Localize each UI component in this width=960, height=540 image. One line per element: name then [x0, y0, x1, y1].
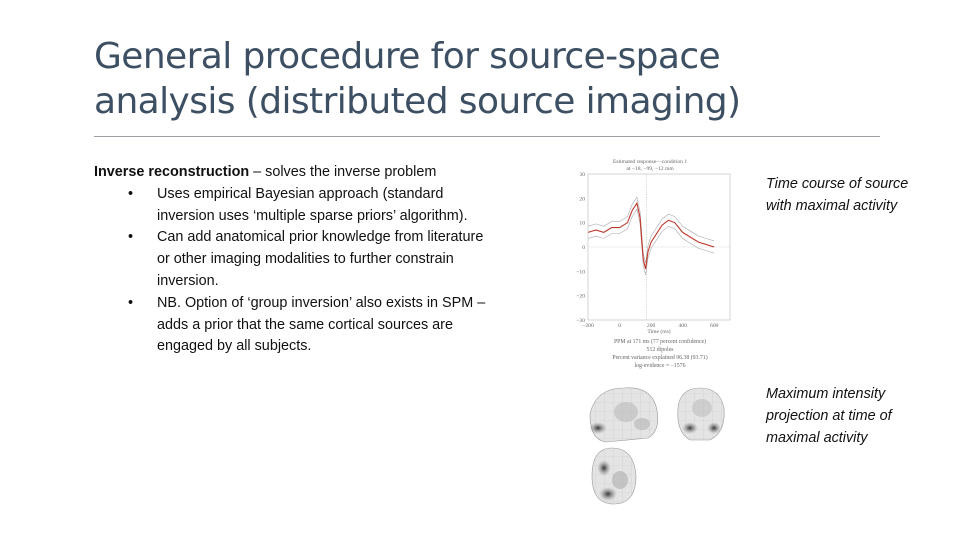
x-tick-label: −200	[582, 323, 594, 329]
mip-glass-brains	[586, 384, 736, 506]
x-tick-label: 400	[678, 323, 687, 329]
x-tick-label: 600	[710, 323, 719, 329]
lead-paragraph	[94, 162, 494, 184]
y-tick-label: 10	[579, 220, 585, 227]
x-tick-label: 0	[618, 323, 621, 329]
figure-note: Percent variance explained 96.38 (93.71)	[612, 355, 708, 361]
y-tick-label: −30	[576, 318, 585, 324]
plot-title: Estimated response—condition 1	[612, 159, 688, 165]
y-tick-label: 30	[579, 172, 585, 178]
y-tick-label: 0	[582, 245, 585, 251]
title-line-1: General procedure for source-space	[94, 36, 721, 77]
bullet-item	[94, 184, 494, 228]
bullet-marker: •	[128, 229, 134, 246]
mip-axial-view	[592, 448, 636, 504]
bullet-text: NB. Option of ‘group inversion’ also exists in SPM – adds a prior that the same cortical sources are engaged by all subjects.	[157, 294, 486, 355]
lead-rest: – solves the inverse problem	[249, 164, 437, 180]
bullet-list	[94, 184, 494, 358]
y-tick-label: 20	[579, 196, 585, 203]
figure-note: 512 dipoles	[646, 347, 674, 353]
timecourse-caption: Time course of source with maximal activity	[766, 176, 909, 214]
title-divider	[94, 136, 880, 137]
slide-title	[94, 34, 874, 124]
y-tick-label: −10	[576, 269, 585, 276]
figure-notes	[590, 338, 730, 370]
mip-figure	[586, 384, 736, 506]
bullet-item	[94, 293, 494, 358]
mip-caption: Maximum intensity projection at time of maximal activity	[766, 386, 892, 446]
x-tick-label: 200	[646, 323, 656, 329]
timecourse-plot	[560, 156, 740, 336]
lead-bold: Inverse reconstruction	[94, 164, 250, 180]
body-text	[94, 162, 494, 358]
bullet-item	[94, 227, 494, 292]
timecourse-figure	[560, 156, 740, 336]
plot-subtitle: at −18, −99, −12 mm	[626, 166, 674, 172]
figure-note: PPM at 171 ms (77 percent confidence)	[613, 339, 707, 345]
bullet-text: Uses empirical Bayesian approach (standard inversion uses ‘multiple sparse priors’ algorithm).	[157, 185, 468, 224]
bullet-text: Can add anatomical prior knowledge from literature or other imaging modalities to further constrain inversion.	[157, 229, 484, 289]
bullet-marker: •	[128, 185, 134, 202]
bullet-marker: •	[128, 294, 134, 311]
mip-sagittal-view	[589, 388, 658, 442]
mip-coronal-view	[678, 388, 724, 440]
figure-note: log-evidence = −1576	[634, 363, 686, 369]
x-axis-label: Time (ms)	[647, 329, 671, 335]
title-line-2: analysis (distributed source imaging)	[94, 81, 741, 122]
y-tick-label: −20	[576, 293, 585, 300]
